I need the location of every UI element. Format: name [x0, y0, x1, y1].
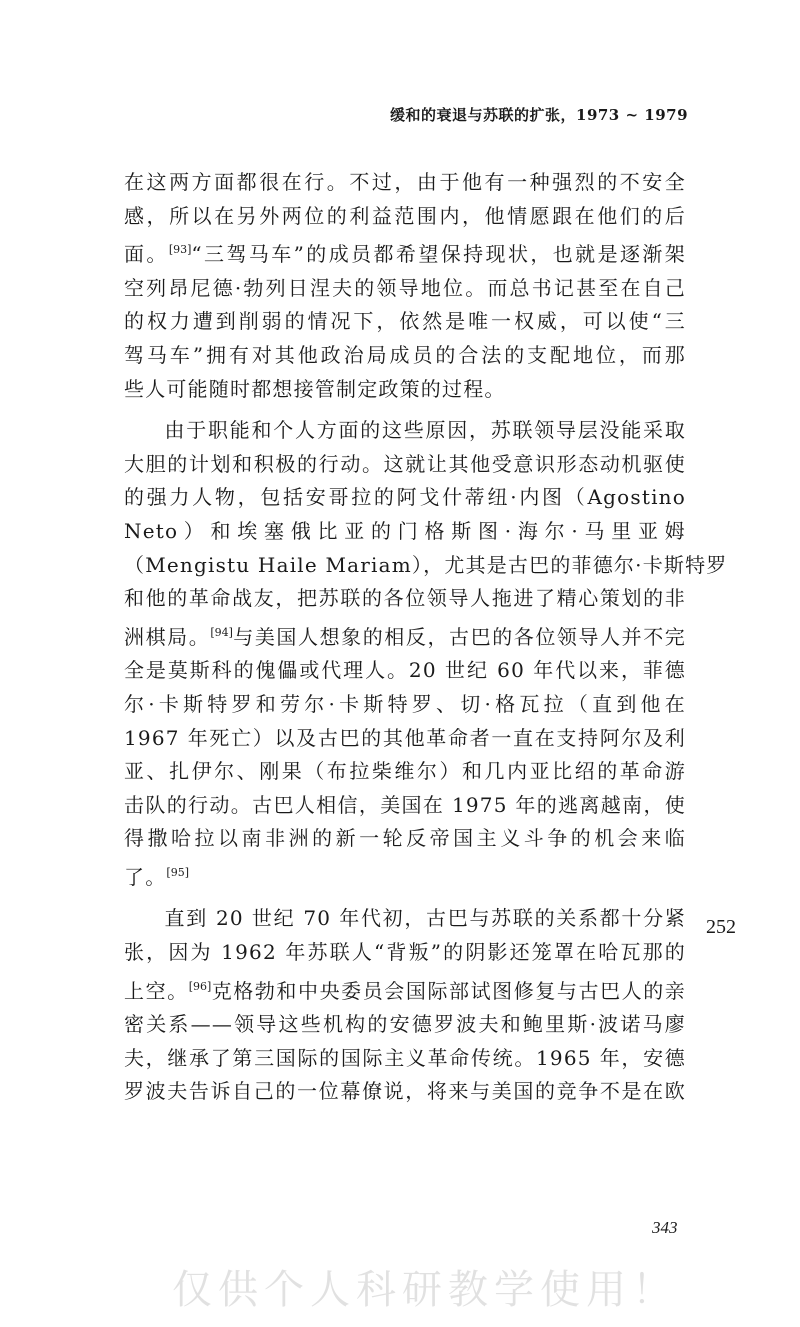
- text-line: 亚、扎伊尔、刚果（布拉柴维尔）和几内亚比绍的革命游: [124, 759, 686, 784]
- text-segment: “三驾马车”的成员都希望保持现状，也就是逐渐架: [191, 242, 686, 267]
- text-line: 1967 年死亡）以及古巴的其他革命者一直在支持阿尔及利: [124, 725, 686, 750]
- text-line: 击队的行动。古巴人相信，美国在 1975 年的逃离越南，使: [124, 792, 686, 817]
- text-line: [124, 414, 686, 448]
- text-line: 空列昂尼德·勃列日涅夫的领导地位。而总书记甚至在自己: [124, 275, 686, 300]
- running-header: 缓和的衰退与苏联的扩张，1973 ~ 1979: [390, 106, 689, 124]
- text-segment: 面。: [124, 242, 169, 267]
- text-line: 驾马车”拥有对其他政治局成员的合法的支配地位，而那: [124, 342, 686, 367]
- footnote-ref-95[interactable]: [95]: [166, 865, 189, 879]
- footnote-ref-93[interactable]: [93]: [168, 243, 192, 257]
- footnote-ref-94[interactable]: [94]: [210, 625, 233, 639]
- text-segment: 了。: [124, 864, 167, 889]
- text-segment: 克格勃和中央委员会国际部试图修复与古巴人的亲: [211, 978, 686, 1003]
- text-line: [124, 233, 686, 272]
- text-segment: 与美国人想象的相反，古巴的各位领导人并不完: [232, 624, 686, 649]
- paragraph-3: [124, 902, 686, 1109]
- text-line: 的强力人物，包括安哥拉的阿戈什蒂纽·内图（Agostino: [124, 485, 686, 510]
- paragraph-1: [124, 166, 686, 406]
- text-line: 和他的革命战友，把苏联的各位领导人拖进了精心策划的非: [124, 586, 686, 611]
- page-number: 343: [652, 1218, 678, 1237]
- text-line: 尔·卡斯特罗和劳尔·卡斯特罗、切·格瓦拉（直到他在: [124, 691, 686, 716]
- text-line: 感，所以在另外两位的利益范围内，他情愿跟在他们的后: [124, 203, 686, 228]
- text-line: 在这两方面都很在行。不过，由于他有一种强烈的不安全: [124, 170, 686, 194]
- text-line: 得撒哈拉以南非洲的新一轮反帝国主义斗争的机会来临: [124, 826, 686, 851]
- text-segment: 直到 20 世纪 70 年代初，古巴与苏联的关系都十分紧: [164, 906, 686, 931]
- original-page-marker: 252: [706, 916, 736, 938]
- text-line: [124, 856, 686, 895]
- text-line: [124, 616, 686, 655]
- text-segment: 上空。: [124, 978, 189, 1003]
- watermark: 仅供个人科研教学使用！: [172, 1267, 678, 1313]
- footnote-ref-96[interactable]: [96]: [188, 979, 212, 993]
- text-line: Neto）和埃塞俄比亚的门格斯图·海尔·马里亚姆: [124, 518, 686, 543]
- paragraph-2: [124, 414, 728, 894]
- text-line: 张，因为 1962 年苏联人“背叛”的阴影还笼罩在哈瓦那的: [124, 940, 686, 965]
- text-line: （Mengistu Haile Mariam），尤其是古巴的菲德尔·卡斯特罗: [124, 552, 728, 577]
- text-segment: 洲棋局。: [124, 624, 211, 649]
- text-line: [124, 902, 686, 936]
- text-line: 些人可能随时都想接管制定政策的过程。: [124, 376, 506, 401]
- text-segment: 由于职能和个人方面的这些原因，苏联领导层没能采取: [164, 418, 686, 443]
- text-line: 夫，继承了第三国际的国际主义革命传统。1965 年，安德: [124, 1045, 686, 1070]
- text-line: [124, 970, 686, 1009]
- text-line: 罗波夫告诉自己的一位幕僚说，将来与美国的竞争不是在欧: [124, 1079, 686, 1104]
- text-line: 大胆的计划和积极的行动。这就让其他受意识形态动机驱使: [124, 451, 686, 476]
- text-line: 的权力遭到削弱的情况下，依然是唯一权威，可以使“三: [124, 309, 686, 334]
- text-line: 密关系——领导这些机构的安德罗波夫和鲍里斯·波诺马廖: [124, 1012, 686, 1037]
- text-line: 全是莫斯科的傀儡或代理人。20 世纪 60 年代以来，菲德: [124, 658, 686, 683]
